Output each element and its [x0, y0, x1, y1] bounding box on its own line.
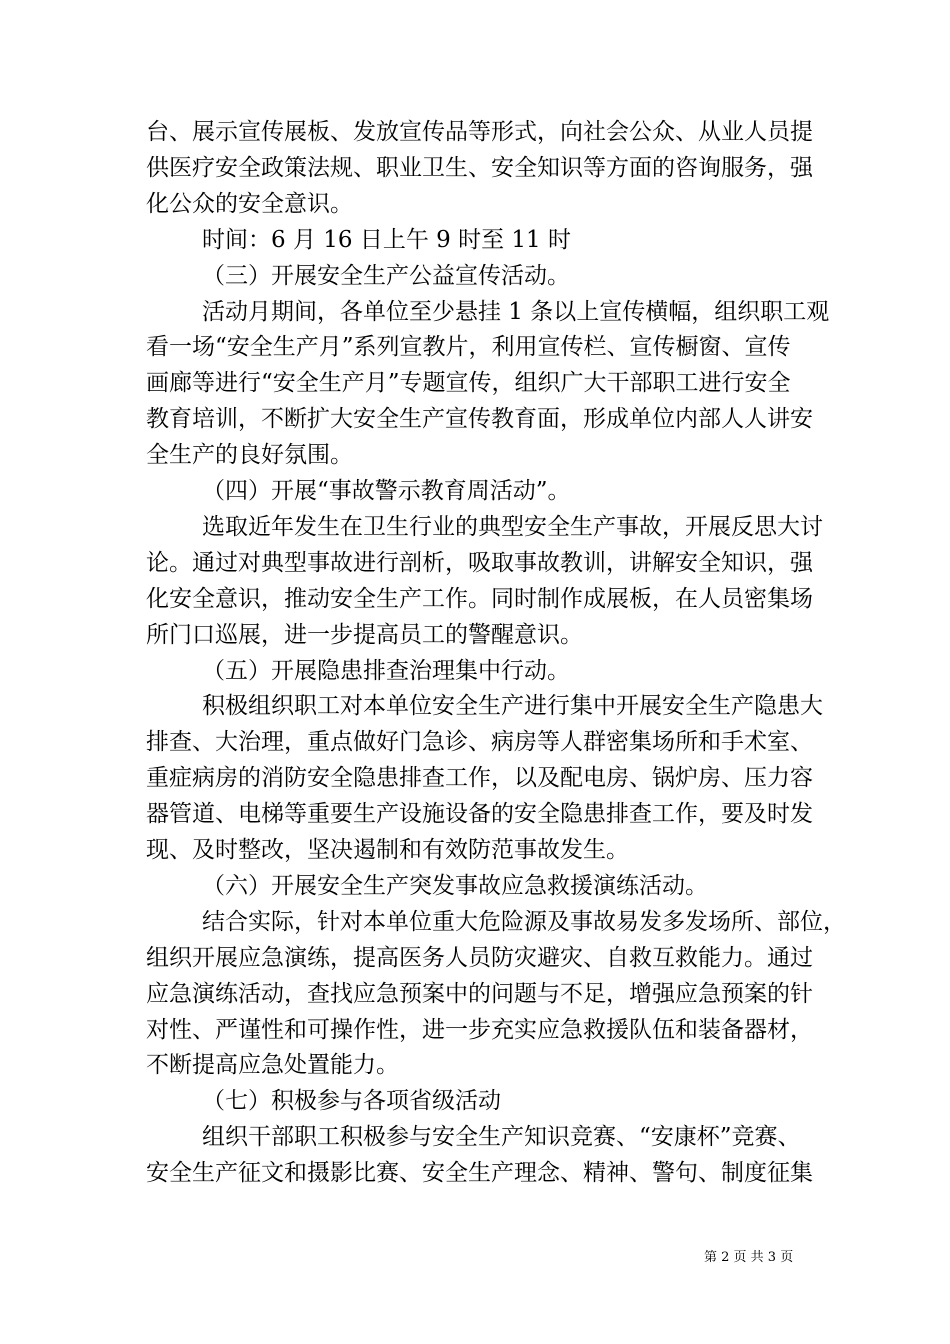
section-heading: （三）开展安全生产公益宣传活动。 [202, 262, 570, 289]
text-line: 供医疗安全政策法规、职业卫生、安全知识等方面的咨询服务，强 [146, 154, 813, 181]
text-line: 活动月期间，各单位至少悬挂 1 条以上宣传横幅，组织职工观 [202, 298, 830, 325]
text-line: 选取近年发生在卫生行业的典型安全生产事故，开展反思大讨 [202, 513, 823, 540]
text-line: 对性、严谨性和可操作性，进一步充实应急救援队伍和装备器材， [146, 1016, 813, 1043]
text-line: 看一场“安全生产月”系列宣教片，利用宣传栏、宣传橱窗、宣传 [146, 334, 791, 361]
text-line: 积极组织职工对本单位安全生产进行集中开展安全生产隐患大 [202, 693, 823, 720]
text-line: 组织干部职工积极参与安全生产知识竞赛、“安康杯”竞赛、 [202, 1124, 801, 1151]
text-line: 时间：6 月 16 日上午 9 时至 11 时 [202, 226, 571, 253]
text-line: 化公众的安全意识。 [146, 190, 353, 217]
text-line: 教育培训，不断扩大安全生产宣传教育面，形成单位内部人人讲安 [146, 406, 813, 433]
text-line: 所门口巡展，进一步提高员工的警醒意识。 [146, 621, 583, 648]
text-line: 排查、大治理，重点做好门急诊、病房等人群密集场所和手术室、 [146, 729, 813, 756]
text-line: 器管道、电梯等重要生产设施设备的安全隐患排查工作，要及时发 [146, 801, 813, 828]
section-heading: （四）开展“事故警示教育周活动”。 [202, 478, 571, 504]
text-line: 应急演练活动，查找应急预案中的问题与不足，增强应急预案的针 [146, 980, 813, 1007]
page-footer: 第 2 页 共 3 页 [704, 1250, 794, 1265]
text-line: 现、及时整改，坚决遏制和有效防范事故发生。 [146, 837, 629, 863]
text-line: 重症病房的消防安全隐患排查工作，以及配电房、锅炉房、压力容 [146, 765, 813, 792]
section-heading: （五）开展隐患排查治理集中行动。 [202, 657, 570, 684]
text-line: 论。通过对典型事故进行剖析，吸取事故教训，讲解安全知识，强 [146, 549, 813, 576]
section-heading: （七）积极参与各项省级活动 [202, 1088, 501, 1115]
section-heading: （六）开展安全生产突发事故应急救援演练活动。 [202, 872, 708, 899]
text-line: 结合实际，针对本单位重大危险源及事故易发多发场所、部位， [202, 908, 846, 935]
text-line: 不断提高应急处置能力。 [146, 1052, 399, 1079]
text-line: 组织开展应急演练，提高医务人员防灾避灾、自救互救能力。通过 [146, 944, 813, 971]
text-line: 化安全意识，推动安全生产工作。同时制作成展板，在人员密集场 [146, 585, 813, 612]
text-line: 安全生产征文和摄影比赛、安全生产理念、精神、警句、制度征集 [146, 1160, 813, 1187]
text-line: 画廊等进行“安全生产月”专题宣传，组织广大干部职工进行安全 [146, 370, 791, 397]
text-line: 台、展示宣传展板、发放宣传品等形式，向社会公众、从业人员提 [146, 119, 813, 145]
text-line: 全生产的良好氛围。 [146, 442, 353, 469]
